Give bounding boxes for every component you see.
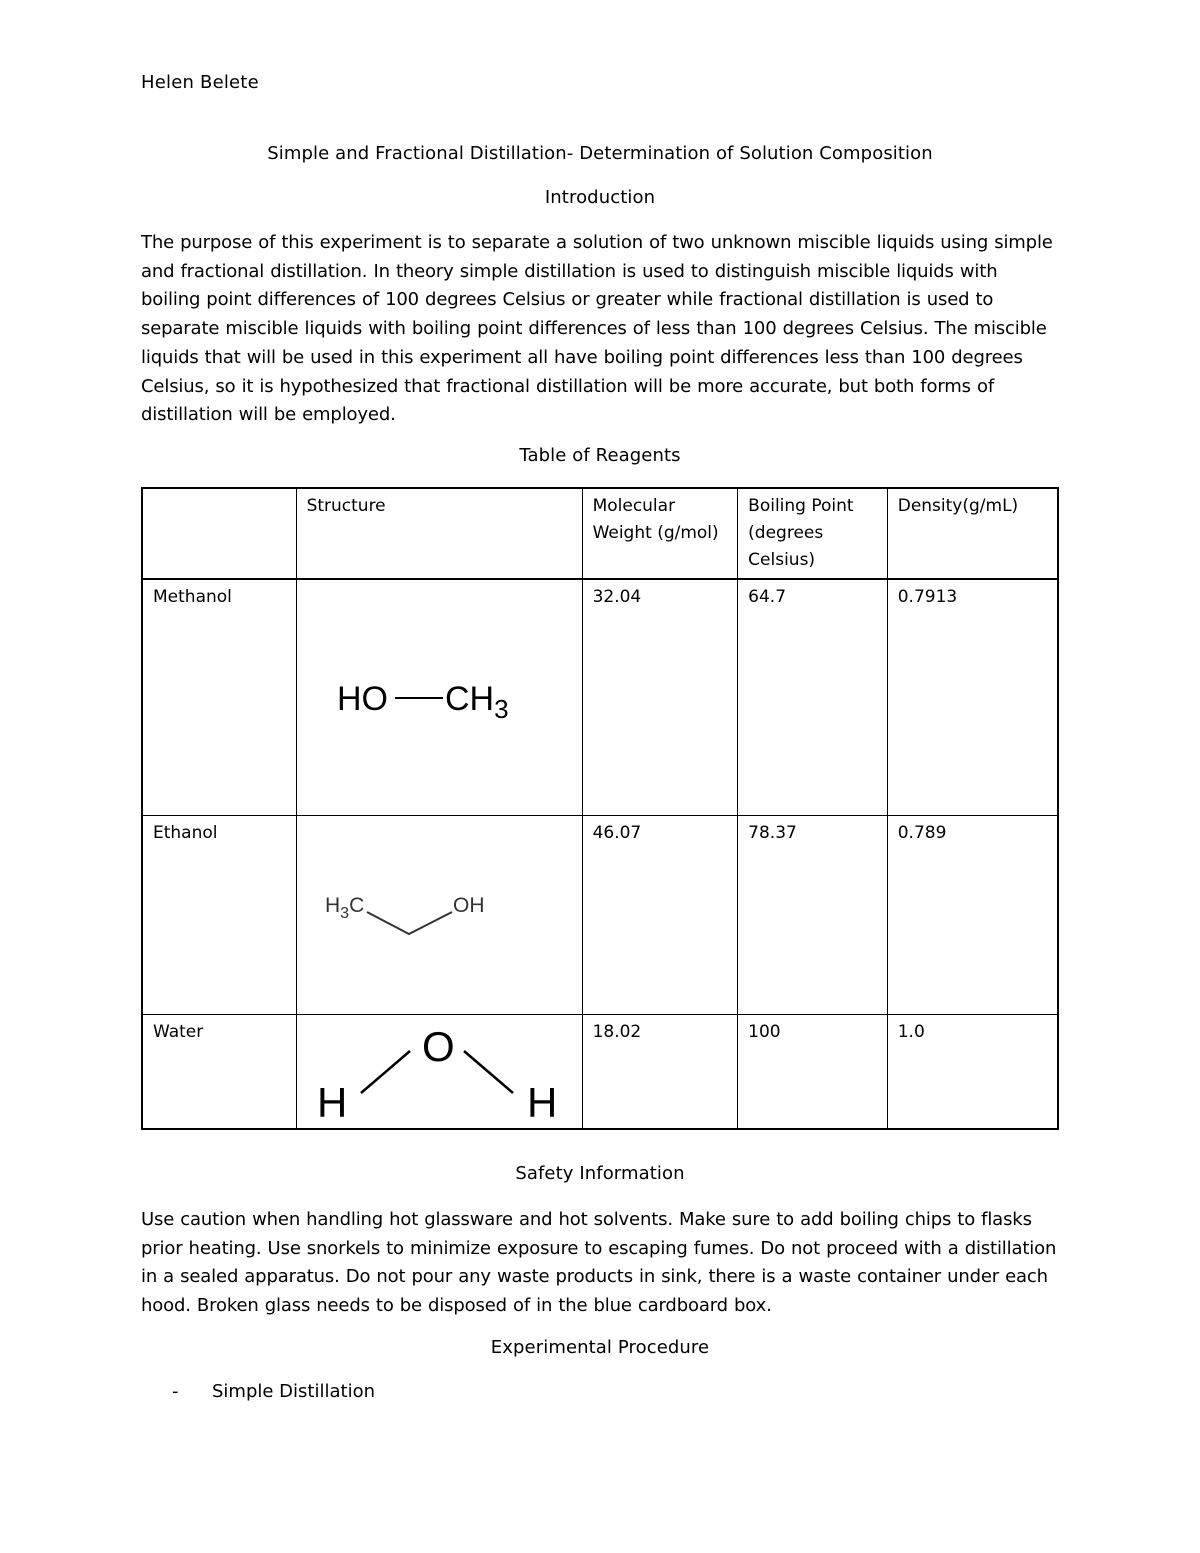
header-cell-boiling-point: Boiling Point (degrees Celsius): [738, 488, 888, 579]
molecular-weight-cell: 32.04: [582, 579, 738, 816]
ethanol-structure-diagram: [297, 816, 582, 1014]
methanol-structure-left: HO: [336, 680, 388, 718]
reagent-name-cell: Ethanol: [142, 816, 296, 1015]
boiling-point-cell: 64.7: [738, 579, 888, 816]
header-cell-density: Density(g/mL): [887, 488, 1058, 579]
table-row: [142, 816, 1058, 1015]
list-item: [172, 1381, 375, 1402]
list-item-label: Simple Distillation: [212, 1381, 375, 1402]
header-cell-name: [142, 488, 296, 579]
density-cell: 0.7913: [887, 579, 1058, 816]
reagent-name-cell: Water: [142, 1015, 296, 1130]
water-structure-diagram: [297, 1015, 582, 1127]
header-cell-structure: Structure: [296, 488, 582, 579]
water-structure-right: H: [526, 1079, 557, 1126]
reagents-table: [141, 487, 1059, 1130]
density-cell: 0.789: [887, 816, 1058, 1015]
document-title: Simple and Fractional Distillation- Determination of Solution Composition: [267, 143, 933, 164]
list-marker: -: [172, 1381, 179, 1402]
introduction-heading: Introduction: [544, 187, 656, 208]
water-structure-center: O: [421, 1023, 455, 1070]
table-header-row: [142, 488, 1058, 579]
water-bond-right: [464, 1051, 513, 1093]
reagent-name-cell: Methanol: [142, 579, 296, 816]
reagents-table-heading: Table of Reagents: [519, 445, 681, 466]
molecular-weight-cell: 46.07: [582, 816, 738, 1015]
introduction-paragraph: The purpose of this experiment is to separate a solution of two unknown miscible liquids using simple and fractional distillation. In theory simple distillation is used to distinguish miscible liquids with boiling point differences of 100 degrees Celsius or greater while fractional distillation is used to separate miscible liquids with boiling point differences of less than 100 degrees Celsius. The miscible liquids that will be used in this experiment all have boiling point differences less than 100 degrees Celsius, so it is hypothesized that fractional distillation will be more accurate, but both forms of distillation will be employed.: [141, 232, 1053, 426]
safety-heading: Safety Information: [515, 1163, 685, 1184]
ethanol-bond-lines: [367, 912, 452, 934]
methanol-structure-right: $CH_3$: [444, 680, 509, 724]
author-name: Helen Belete: [141, 72, 259, 93]
ethanol-structure-cell: [296, 816, 582, 1015]
table-row: [142, 1015, 1058, 1130]
density-cell: 1.0: [887, 1015, 1058, 1130]
ethanol-structure-right: OH: [452, 894, 485, 917]
boiling-point-cell: 100: [738, 1015, 888, 1130]
methanol-structure-diagram: [297, 580, 582, 815]
methanol-structure-cell: [296, 579, 582, 816]
water-structure-cell: [296, 1015, 582, 1130]
boiling-point-cell: 78.37: [738, 816, 888, 1015]
header-cell-molecular-weight: Molecular Weight (g/mol): [582, 488, 738, 579]
safety-paragraph: Use caution when handling hot glassware and hot solvents. Make sure to add boiling chips to flasks prior heating. Use snorkels to minimize exposure to escaping fumes. Do not proceed with a distillation in a sealed apparatus. Do not pour any waste products in sink, there is a waste container under each hood. Broken glass needs to be disposed of in the blue cardboard box.: [141, 1209, 1057, 1317]
molecular-weight-cell: 18.02: [582, 1015, 738, 1130]
water-bond-left: [361, 1051, 410, 1093]
water-structure-left: H: [316, 1079, 347, 1126]
table-row: [142, 579, 1058, 816]
ethanol-structure-left: $H_3C$: [324, 894, 364, 922]
procedure-heading: Experimental Procedure: [490, 1337, 710, 1358]
